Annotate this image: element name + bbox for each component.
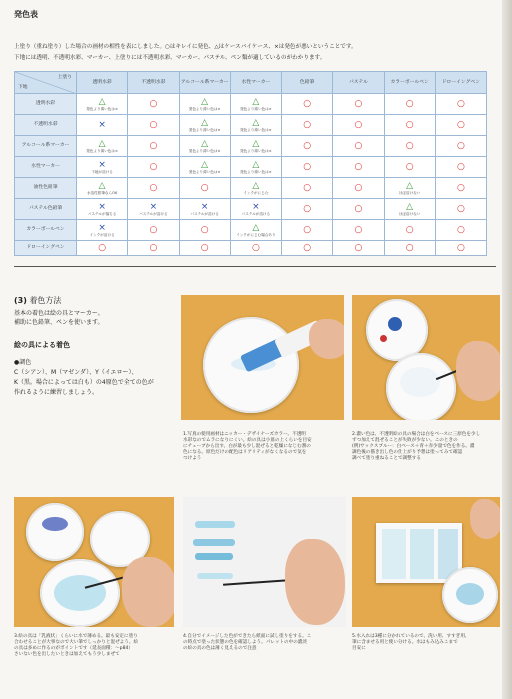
circle-mark: ○ bbox=[405, 119, 414, 130]
circle-mark: ○ bbox=[354, 161, 363, 172]
table-cell bbox=[77, 157, 128, 178]
photo-5-water-cups bbox=[352, 497, 500, 627]
table-cell bbox=[128, 220, 179, 241]
cross-mark: × bbox=[98, 201, 106, 212]
table-cell bbox=[230, 178, 281, 199]
table-row bbox=[15, 178, 487, 199]
cross-mark: × bbox=[149, 201, 158, 212]
row-header: アルコール系マーカー bbox=[15, 136, 77, 157]
circle-mark: ○ bbox=[200, 224, 209, 235]
photo-3-brush-mixing bbox=[14, 497, 174, 627]
triangle-mark: △ bbox=[201, 159, 209, 170]
table-cell bbox=[77, 136, 128, 157]
cell-note: 発色より薄い色は× bbox=[188, 148, 221, 153]
table-cell bbox=[179, 241, 230, 256]
photo-2-mixing bbox=[352, 295, 500, 420]
cell-note: パステルが溶ける bbox=[139, 211, 168, 216]
cell-note: 発色より薄い色は× bbox=[188, 106, 221, 111]
triangle-mark: △ bbox=[252, 159, 260, 170]
cell-note: 発色より薄い色は× bbox=[188, 169, 221, 174]
table-cell bbox=[333, 157, 384, 178]
table-cell bbox=[179, 136, 230, 157]
triangle-mark: △ bbox=[252, 96, 260, 107]
cell-note: 発色より薄い色は× bbox=[239, 127, 272, 132]
table-cell bbox=[230, 199, 281, 220]
intro-line-2: 補助に色鉛筆、ペンを使います。 bbox=[14, 319, 104, 326]
table-cell bbox=[333, 136, 384, 157]
row-header: 透明水彩 bbox=[15, 94, 77, 115]
cell-note: パステルが溶ける bbox=[190, 211, 219, 216]
row-header: パステル色鉛筆 bbox=[15, 199, 77, 220]
table-row bbox=[15, 157, 487, 178]
cell-note: インクが溶ける bbox=[89, 232, 115, 237]
table-cell bbox=[435, 199, 486, 220]
cell-note: パステルが落ちる bbox=[87, 211, 117, 216]
table-row bbox=[15, 136, 487, 157]
table-cell bbox=[230, 157, 281, 178]
circle-mark: ○ bbox=[405, 224, 414, 235]
cell-note: 発色より薄い色は× bbox=[86, 148, 118, 153]
caption-3: 3.絵の具は「乳液状」くらいに水で薄める。最も安定に塗り 合わせることが大事なので大い筆でしっかりと混ぜよう。絵 の具は多めに作るのがポイントです（延長面積：～p84） さいない色を出したいときは加えてもう少しまぜて bbox=[14, 634, 139, 657]
column-header: 不透明水彩 bbox=[128, 72, 179, 94]
table-cell bbox=[384, 115, 435, 136]
table-cell bbox=[384, 199, 435, 220]
circle-mark: ○ bbox=[303, 98, 312, 109]
cross-mark: × bbox=[252, 201, 260, 212]
circle-mark: ○ bbox=[149, 161, 158, 172]
row-header: 油性色鉛筆 bbox=[15, 178, 77, 199]
circle-mark: ○ bbox=[200, 242, 209, 253]
table-cell bbox=[77, 178, 128, 199]
circle-mark: ○ bbox=[303, 203, 312, 214]
circle-mark: ○ bbox=[354, 224, 363, 235]
triangle-mark: △ bbox=[98, 138, 106, 149]
triangle-mark: △ bbox=[406, 180, 414, 191]
table-cell bbox=[282, 94, 333, 115]
circle-mark: ○ bbox=[200, 182, 209, 193]
intro-line-1: 基本の着色は絵の具とマーカー。 bbox=[14, 310, 104, 317]
cell-note: ほぼ溶けない bbox=[398, 211, 421, 216]
circle-mark: ○ bbox=[303, 140, 312, 151]
circle-mark: ○ bbox=[303, 242, 312, 253]
table-cell bbox=[230, 220, 281, 241]
table-cell bbox=[435, 241, 486, 256]
circle-mark: ○ bbox=[354, 182, 363, 193]
table-corner-header bbox=[15, 72, 77, 94]
circle-mark: ○ bbox=[149, 224, 158, 235]
circle-mark: ○ bbox=[456, 182, 465, 193]
cell-note: 発色より薄い色は× bbox=[86, 106, 118, 111]
triangle-mark: △ bbox=[201, 117, 209, 128]
bullet-line-2: K（黒。場合によっては白も）の4原色で全ての色が bbox=[14, 379, 154, 386]
circle-mark: ○ bbox=[149, 182, 158, 193]
circle-mark: ○ bbox=[456, 161, 465, 172]
bullet-heading: ●調色 bbox=[14, 359, 32, 366]
circle-mark: ○ bbox=[456, 242, 465, 253]
circle-mark: ○ bbox=[303, 119, 312, 130]
table-cell bbox=[435, 94, 486, 115]
table-cell bbox=[128, 178, 179, 199]
circle-mark: ○ bbox=[303, 224, 312, 235]
circle-mark: ○ bbox=[405, 98, 414, 109]
table-cell bbox=[179, 178, 230, 199]
color-compatibility-table bbox=[14, 71, 487, 256]
cell-note: 発色より薄い色は× bbox=[239, 106, 272, 111]
cell-note: 発色より薄い色は× bbox=[188, 127, 221, 132]
table-cell bbox=[179, 115, 230, 136]
cell-note: 水溶性鉛筆ならOK bbox=[86, 190, 118, 195]
table-row bbox=[15, 241, 487, 256]
circle-mark: ○ bbox=[354, 98, 363, 109]
triangle-mark: △ bbox=[252, 117, 260, 128]
photo-1-palette-paint bbox=[181, 295, 344, 420]
circle-mark: ○ bbox=[456, 140, 465, 151]
circle-mark: ○ bbox=[149, 242, 158, 253]
table-cell bbox=[282, 199, 333, 220]
table-cell bbox=[77, 220, 128, 241]
circle-mark: ○ bbox=[251, 242, 260, 253]
circle-mark: ○ bbox=[354, 140, 363, 151]
table-cell bbox=[230, 115, 281, 136]
table-cell bbox=[179, 94, 230, 115]
section-title: 発色表 bbox=[14, 10, 38, 19]
column-header: アルコール系マーカー bbox=[179, 72, 230, 94]
section-divider bbox=[14, 266, 496, 267]
triangle-mark: △ bbox=[252, 222, 260, 233]
table-cell bbox=[435, 178, 486, 199]
table-row bbox=[15, 94, 487, 115]
triangle-mark: △ bbox=[98, 96, 106, 107]
circle-mark: ○ bbox=[456, 203, 465, 214]
cell-note: パステルが溶ける bbox=[241, 211, 271, 216]
table-cell bbox=[128, 157, 179, 178]
circle-mark: ○ bbox=[405, 242, 414, 253]
bullet-line-3: 作れるように練習しましょう。 bbox=[14, 389, 99, 396]
circle-mark: ○ bbox=[354, 203, 363, 214]
triangle-mark: △ bbox=[98, 180, 106, 191]
cross-mark: × bbox=[98, 222, 106, 233]
column-header: 透明水彩 bbox=[77, 72, 128, 94]
table-cell bbox=[179, 220, 230, 241]
bullet-line-1: C（シアン）、M（マゼンダ）、Y（イエロー）、 bbox=[14, 369, 138, 376]
caption-4: 4.自分でイメージした色ができたら紙面に試し塗りをする。こ の時点で塗った状態の色を確認しよう。パレットの中の濃淡 の絵の具の色は薄く見えるので注意 bbox=[183, 634, 312, 651]
circle-mark: ○ bbox=[98, 242, 107, 253]
circle-mark: ○ bbox=[354, 119, 363, 130]
corner-topcoat-label: 上塗り bbox=[57, 75, 72, 80]
table-cell bbox=[384, 136, 435, 157]
table-cell bbox=[435, 136, 486, 157]
table-cell bbox=[333, 178, 384, 199]
photo-4-test-strokes bbox=[183, 497, 346, 627]
table-cell bbox=[435, 115, 486, 136]
table-cell bbox=[128, 199, 179, 220]
cross-mark: × bbox=[200, 201, 209, 212]
triangle-mark: △ bbox=[252, 138, 260, 149]
row-header: ドローイングペン bbox=[15, 241, 77, 256]
table-cell bbox=[128, 94, 179, 115]
row-header: カラーボールペン bbox=[15, 220, 77, 241]
description-line-2: 下地には透明、不透明水彩、マーカー、上塗りには不透明水彩、マーカー、パステル、ペン類が適しているのがわかります。 bbox=[14, 55, 326, 61]
row-header: 水性マーカー bbox=[15, 157, 77, 178]
circle-mark: ○ bbox=[405, 161, 414, 172]
cell-note: インクがにじむ bbox=[243, 190, 269, 195]
table-cell bbox=[333, 115, 384, 136]
table-cell bbox=[333, 220, 384, 241]
triangle-mark: △ bbox=[201, 96, 209, 107]
column-header: カラーボールペン bbox=[384, 72, 435, 94]
cell-note: 発色より薄い色は× bbox=[239, 169, 272, 174]
caption-1: 1.写真の使用画材はニッカー・デザイナーズカラー。不透明 水彩なのでムラになりにくい。絵の具は小皿の上くらいを目安 にチューブから出す。白が最も少し混ぜると乾燥になじむ割の 色になる。原色だけの配色はリアリティがなくなるので気を つけよう bbox=[183, 432, 312, 461]
table-cell bbox=[333, 241, 384, 256]
section-heading bbox=[14, 295, 61, 306]
table-cell bbox=[77, 199, 128, 220]
table-cell bbox=[179, 199, 230, 220]
table-cell bbox=[384, 157, 435, 178]
circle-mark: ○ bbox=[303, 182, 312, 193]
page-edge bbox=[502, 0, 512, 699]
table-cell bbox=[384, 94, 435, 115]
cross-mark: × bbox=[98, 119, 106, 130]
description-line-1: 上塗り（重ね塗り）した場合の画材の相性を表にしました。○はキレイに発色、△はケースバイケース、×は発色が悪いということです。 bbox=[14, 44, 357, 50]
table-cell bbox=[179, 157, 230, 178]
section-number: (3) bbox=[14, 296, 27, 305]
table-cell bbox=[282, 241, 333, 256]
cross-mark: × bbox=[98, 159, 106, 170]
circle-mark: ○ bbox=[456, 98, 465, 109]
caption-5: 5.水入れは3種に分かれているので、洗い用、すすぎ用、 筆に含ませる用と使い分ける。水はもみ込みこまで 目安に bbox=[352, 634, 470, 651]
circle-mark: ○ bbox=[405, 140, 414, 151]
column-header: 色鉛筆 bbox=[282, 72, 333, 94]
circle-mark: ○ bbox=[456, 119, 465, 130]
table-cell bbox=[230, 136, 281, 157]
section-heading-text: 着色方法 bbox=[29, 296, 62, 305]
table-cell bbox=[282, 220, 333, 241]
column-header: 水性マーカー bbox=[230, 72, 281, 94]
table-cell bbox=[77, 241, 128, 256]
cell-note: 発色より薄い色は× bbox=[239, 148, 272, 153]
cell-note: インクがにじむ場合あり bbox=[236, 232, 276, 237]
circle-mark: ○ bbox=[149, 140, 158, 151]
table-cell bbox=[77, 94, 128, 115]
table-row bbox=[15, 220, 487, 241]
table-cell bbox=[384, 241, 435, 256]
table-cell bbox=[77, 115, 128, 136]
circle-mark: ○ bbox=[149, 119, 158, 130]
table-cell bbox=[282, 115, 333, 136]
circle-mark: ○ bbox=[456, 224, 465, 235]
table-cell bbox=[128, 115, 179, 136]
triangle-mark: △ bbox=[201, 138, 209, 149]
table-cell bbox=[435, 220, 486, 241]
caption-2: 2.濃い色は、不透明絵の具の場合は白をベースに三原色を少し ずつ加えて混ぜることが失敗が少ない。このときの (例)サックスブルー：白ベース＋青＋赤少量で色を作る。濃 調色後の描き出し色の仕上がり予想は塗ってみて確認 調べて塗り重ねることで調整する bbox=[352, 432, 481, 461]
column-header: ドローイングペン bbox=[435, 72, 486, 94]
table-cell bbox=[230, 241, 281, 256]
table-cell bbox=[282, 136, 333, 157]
table-cell bbox=[230, 94, 281, 115]
corner-base-label: 下地 bbox=[18, 84, 28, 90]
table-cell bbox=[282, 157, 333, 178]
circle-mark: ○ bbox=[149, 98, 158, 109]
cell-note: 下地が溶ける bbox=[91, 169, 113, 174]
table-cell bbox=[333, 94, 384, 115]
table-row bbox=[15, 115, 487, 136]
subheading: 絵の具による着色 bbox=[14, 341, 70, 349]
table-cell bbox=[384, 178, 435, 199]
table-cell bbox=[128, 241, 179, 256]
column-header: パステル bbox=[333, 72, 384, 94]
table-cell bbox=[333, 199, 384, 220]
circle-mark: ○ bbox=[354, 242, 363, 253]
circle-mark: ○ bbox=[303, 161, 312, 172]
table-cell bbox=[282, 178, 333, 199]
table-cell bbox=[435, 157, 486, 178]
cell-note: ほぼ溶けない bbox=[398, 190, 421, 195]
table-row bbox=[15, 199, 487, 220]
triangle-mark: △ bbox=[406, 201, 414, 212]
table-cell bbox=[384, 220, 435, 241]
table-cell bbox=[128, 136, 179, 157]
triangle-mark: △ bbox=[252, 180, 260, 191]
row-header: 不透明水彩 bbox=[15, 115, 77, 136]
